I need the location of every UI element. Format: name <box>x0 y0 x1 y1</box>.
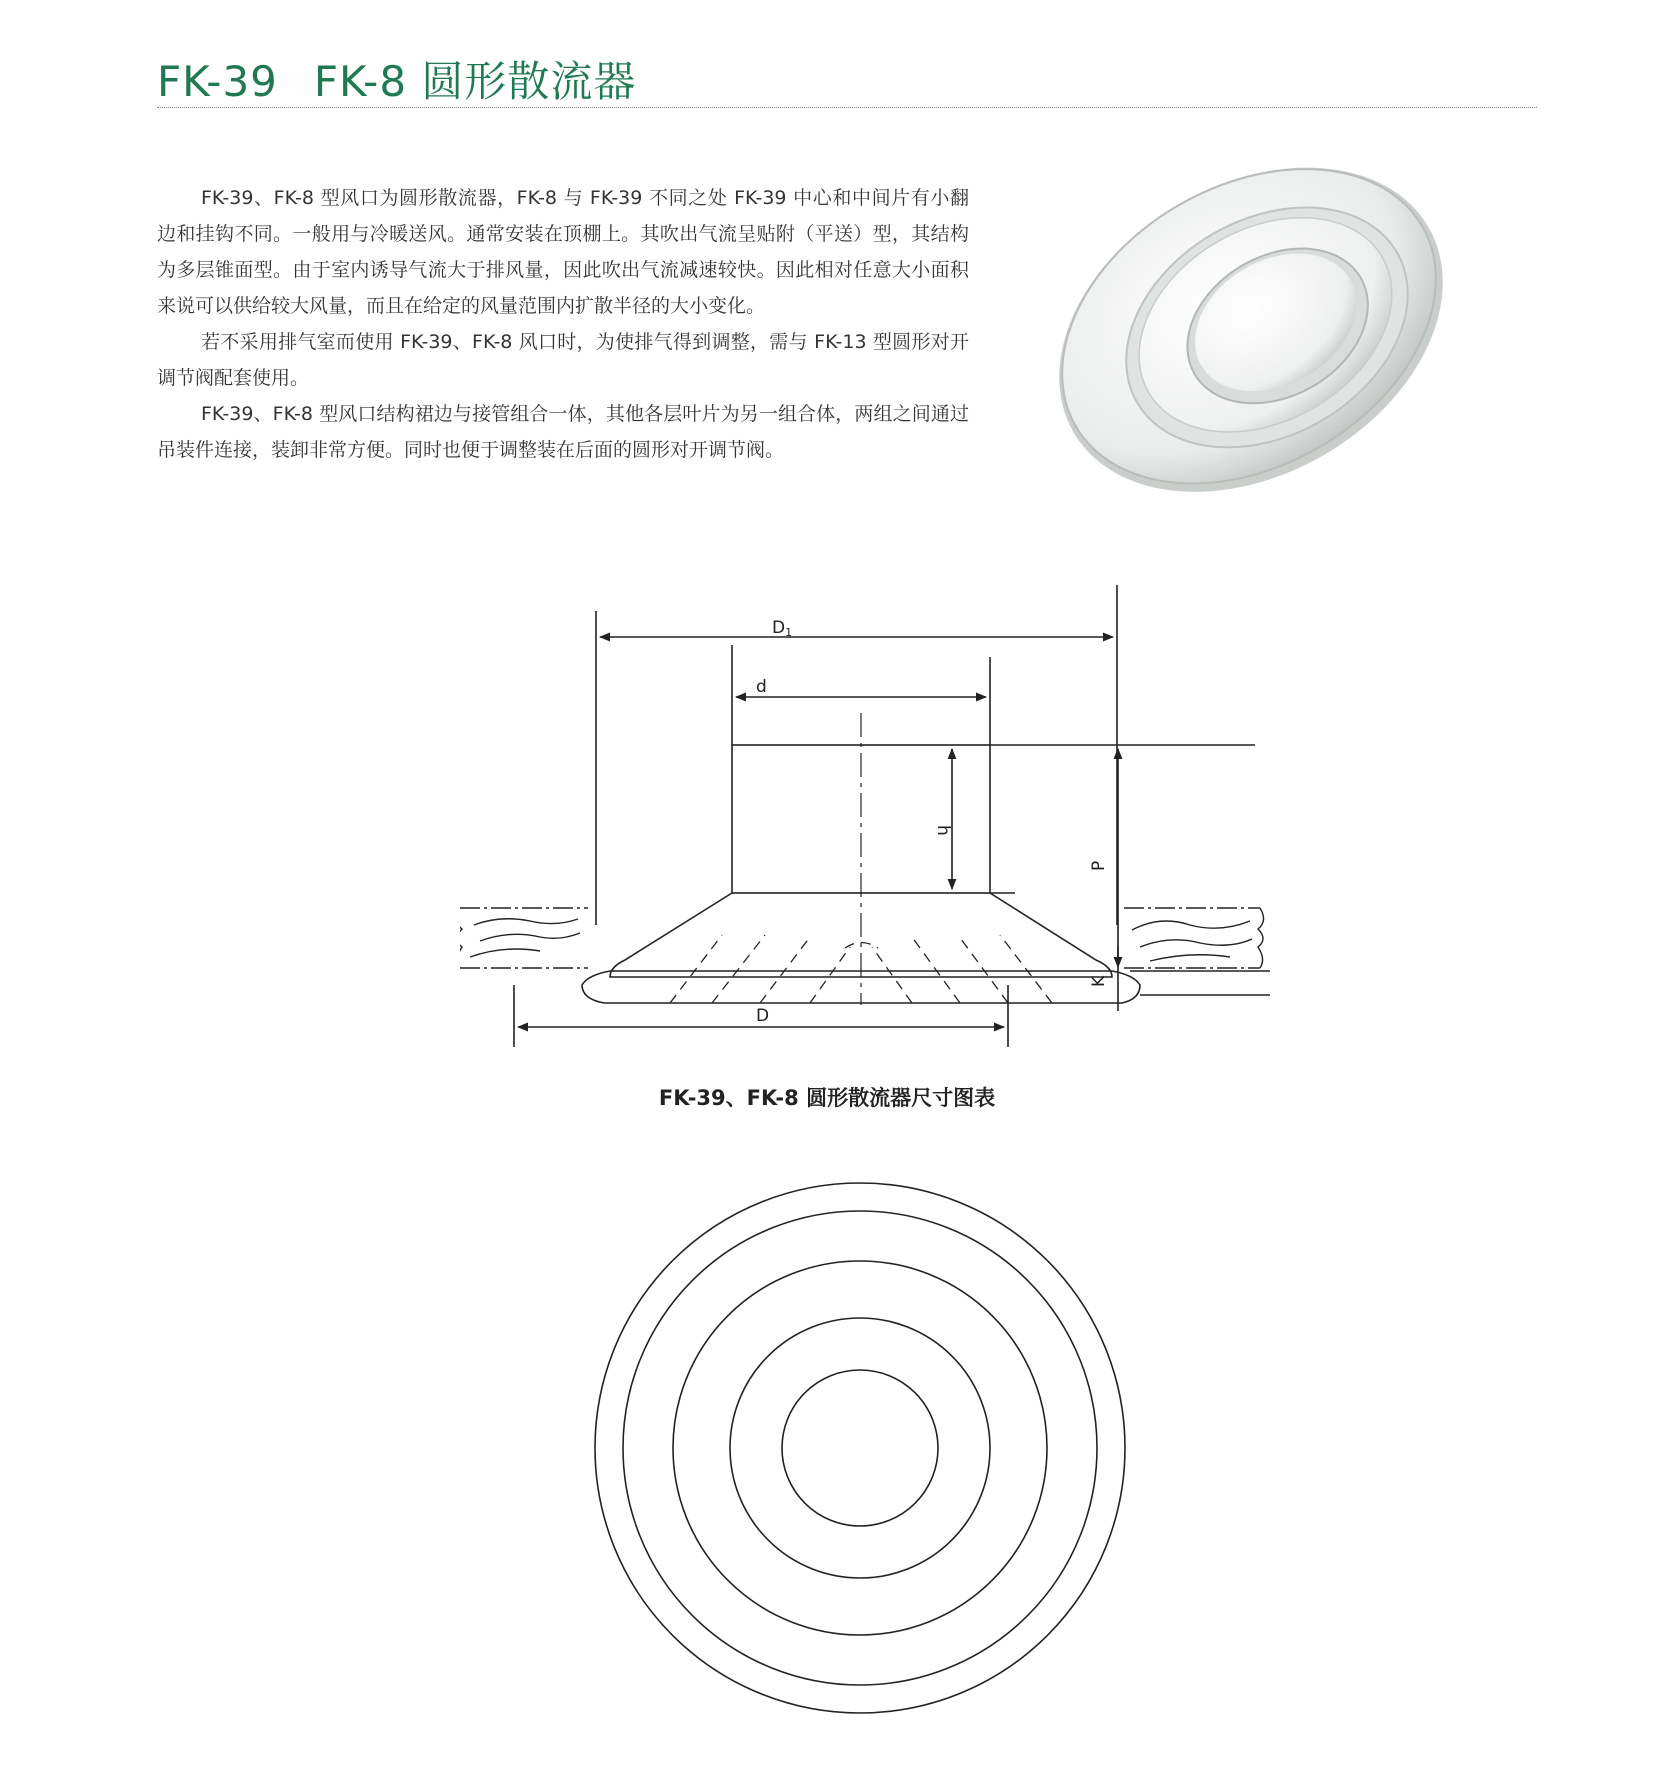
label-p: P <box>1089 860 1109 871</box>
plan-ring-1 <box>595 1183 1125 1713</box>
plan-ring-5 <box>782 1370 938 1526</box>
title-model-b: FK-8 圆形散流器 <box>313 57 637 106</box>
page-title <box>157 52 636 112</box>
plan-ring-3 <box>673 1261 1047 1635</box>
description-paragraph-1: FK-39、FK-8 型风口为圆形散流器，FK-8 与 FK-39 不同之处 FK-39 中心和中间片有小翻边和挂钩不同。一般用与冷暖送风。通常安装在顶棚上。其吹出气流呈贴附（平送）型，其结构为多层锥面型。由于室内诱导气流大于排风量，因此吹出气流减速较快。因此相对任意大小面积来说可以供给较大风量，而且在给定的风量范围内扩散半径的大小变化。 <box>157 187 969 317</box>
label-d-bottom: D <box>756 1006 770 1026</box>
plan-ring-2 <box>623 1211 1097 1685</box>
dimension-drawing <box>460 585 1320 1070</box>
drawing-caption: FK-39、FK-8 圆形散流器尺寸图表 <box>658 1086 996 1110</box>
description-paragraph-2: 若不采用排气室而使用 FK-39、FK-8 风口时，为使排气得到调整，需与 FK-13 型圆形对开调节阀配套使用。 <box>157 331 969 389</box>
title-model-a: FK-39 <box>157 57 278 106</box>
label-h: h <box>933 825 953 836</box>
plan-ring-4 <box>730 1318 990 1578</box>
label-k: K <box>1089 975 1109 987</box>
ceiling-section-left <box>460 908 588 968</box>
description-paragraph-3: FK-39、FK-8 型风口结构裙边与接管组合一体，其他各层叶片为另一组合体，两组之间通过吊装件连接，装卸非常方便。同时也便于调整装在后面的圆形对开调节阀。 <box>157 403 969 461</box>
description-text <box>157 180 969 468</box>
label-d: d <box>756 677 767 697</box>
product-photo <box>1040 148 1460 508</box>
title-divider <box>157 107 1537 108</box>
label-d1: D1 <box>772 618 793 639</box>
plan-view-drawing <box>590 1178 1130 1718</box>
ceiling-section-right <box>1124 908 1264 968</box>
